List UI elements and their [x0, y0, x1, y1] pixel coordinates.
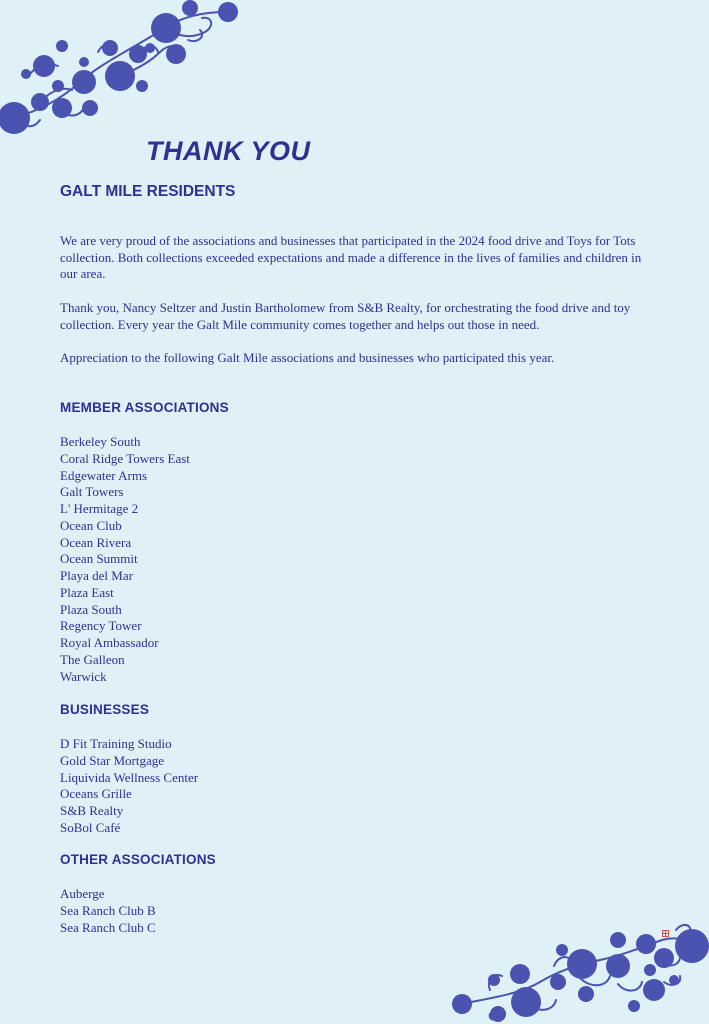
other-associations-list [60, 886, 156, 936]
list-item: Berkeley South [60, 434, 141, 449]
list-item: Oceans Grille [60, 786, 132, 802]
bubble-swirl-ornament-icon [0, 0, 250, 140]
page-subtitle: GALT MILE RESIDENTS [60, 183, 236, 200]
list-item: Regency Tower [60, 618, 142, 634]
list-item: Liquivida Wellness Center [60, 769, 199, 785]
list-item: Auberge [60, 886, 105, 901]
list-item: Sea Ranch Club B [60, 902, 156, 918]
list-item: Ocean Rivera [60, 534, 132, 550]
bubble-swirl-ornament-icon [450, 918, 709, 1024]
list-item: Sea Ranch Club C [60, 919, 156, 935]
member-associations-list [60, 434, 190, 685]
list-item: Edgewater Arms [60, 467, 148, 483]
list-item: Galt Towers [60, 484, 124, 500]
list-item: Royal Ambassador [60, 635, 159, 650]
member-associations-heading: MEMBER ASSOCIATIONS [60, 400, 229, 415]
plus-box-icon [662, 930, 669, 937]
page-title: THANK YOU [146, 136, 311, 166]
list-item: Warwick [60, 668, 107, 684]
thanks-paragraph: Thank you, Nancy Seltzer and Justin Bartholomew from S&B Realty, for orchestrating the food drive and toy collection. Every year the Galt Mile community comes together and helps out those in need. [60, 300, 631, 332]
list-item: Gold Star Mortgage [60, 752, 164, 768]
list-item: The Galleon [60, 651, 125, 667]
list-item: Ocean Club [60, 517, 122, 533]
other-associations-heading: OTHER ASSOCIATIONS [60, 852, 216, 867]
businesses-heading: BUSINESSES [60, 702, 150, 717]
list-item: Plaza South [60, 601, 122, 617]
list-item: S&B Realty [60, 803, 124, 818]
list-item: Ocean Summit [60, 551, 138, 567]
list-item: D Fit Training Studio [60, 736, 172, 751]
list-item: Coral Ridge Towers East [60, 450, 190, 466]
businesses-list [60, 736, 198, 837]
appreciation-paragraph: Appreciation to the following Galt Mile associations and businesses who participated this year. [60, 350, 555, 365]
intro-paragraph: We are very proud of the associations and businesses that participated in the 2024 food drive and Toys for Tots collection. Both collections exceeded expectations and made a difference in the lives of families and children in our area. [60, 233, 642, 282]
list-item: Plaza East [60, 584, 114, 600]
list-item: SoBol Café [60, 819, 121, 835]
list-item: L' Hermitage 2 [60, 501, 139, 516]
list-item: Playa del Mar [60, 568, 133, 583]
